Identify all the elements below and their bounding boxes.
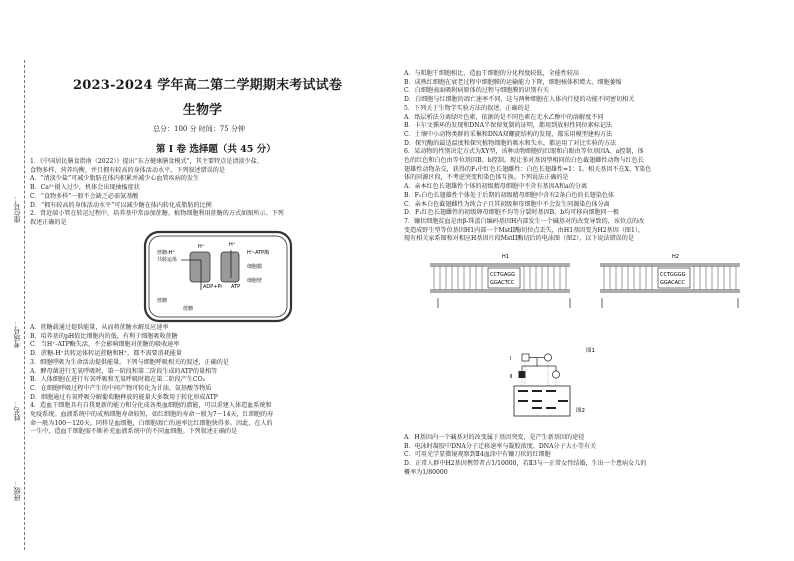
- q5-stem: 5．下列关于生物学实验方法的叙述，正确的是: [404, 104, 530, 112]
- left-column: [30, 158, 400, 228]
- exam-title: 2023-2024 学年高二第二学期期末考试试卷: [73, 78, 343, 93]
- label-sucrose-outside: 蔗糖: [157, 298, 168, 304]
- h2-seq-top: CCTGGGG: [660, 272, 686, 278]
- q7-option-a: A．H基因内一个碱基对的改变属于基因突变，是产生新基因的途径: [404, 434, 585, 441]
- q1-option-c: C．“食物多样”一般不会缺乏必需氨基酸: [30, 192, 139, 200]
- q7-option-d-line2: 概率为1/80000: [404, 468, 448, 476]
- q7-option-c: C．可用光学显微镜观察到Ⅱ4血涂中有镰刀状的红细胞: [404, 451, 551, 459]
- figure-1-dna: [410, 250, 780, 355]
- q4-option-c: C．白细胞表面吸附病原体的过程与细胞膜的识别有关: [404, 87, 549, 95]
- label-cotransport: 共转运体: [157, 257, 178, 263]
- q6-option-d: D．F₁红色长翅雌性的初级卵母细胞不均等分裂时基因B、b均可移向细胞同一极: [404, 209, 619, 217]
- q5-option-b: B．卡尔文循环的发现和DNA半保留复制的证明，都用到放射性同位素标记法: [404, 122, 613, 130]
- ii4-female-symbol: [552, 371, 559, 378]
- q2-option-c: C．当H⁺-ATP酶失活，不会影响细胞对蔗糖的吸收速率: [30, 341, 180, 349]
- q6-stem-line2: 色的红色和白色由等位基因B、b控制。现让多对基因型相同的白色截翅雌性动物与红色长: [404, 157, 644, 165]
- cotransporter-protein: [190, 252, 210, 282]
- ii3-affected-male: [519, 371, 526, 378]
- q7-stem-line1: 7．镰状细胞贫血是由β-珠蛋白编码基因H内部发生一个碱基对的改变导致的，该位点的改: [404, 217, 645, 225]
- label-h-top2: H⁺: [229, 242, 236, 248]
- q4-option-a: A．与肌胞干细胞相比，造血干细胞的分化程度较低，全能性较高: [404, 70, 580, 77]
- seat-number-label: 座位号：: [13, 195, 21, 223]
- h1-seq-top: CCTGAGG: [490, 272, 515, 278]
- label-cell-wall: 细胞壁: [247, 278, 263, 284]
- h2-seq-bottom: GGACACC: [660, 280, 685, 286]
- q7-stem-line3: 现有相关家系图和对相应H基因片段MstII酶切后的电泳图（图2），以下说法错误的是: [404, 235, 634, 243]
- q1-option-b: B．Ca²⁺摄入过少，机体会出现抽搐症状: [30, 184, 140, 192]
- class-label: 班级：: [13, 480, 21, 501]
- h1-label: H1: [502, 254, 509, 260]
- q4-stem-line1: 4．造血干细胞具有自我更新的能力和分化成各类血细胞的潜能，可以重建人体造血系统和: [30, 402, 272, 410]
- q6-option-a: A．亲本红色长翅雄性个体的初级精母细胞中不含有基因A和a的分离: [404, 183, 588, 191]
- q6-stem-line3: 翅雄性动物杂交，获得的F₁中红色长翅雌性：白色长翅雄性=1：1。相关基因不在X、Y染色: [404, 165, 652, 173]
- q3-option-b: B．人体细胞在进行有氧呼吸和无氧呼吸时都在第二阶段产生CO₂: [30, 376, 206, 384]
- q6-option-b: B．F₁白色长翅雄性个体处于后期的初级精母细胞中含有2条白色的长翅染色体: [404, 191, 615, 199]
- name-label: 姓名：: [13, 400, 21, 421]
- proton-pump-protein: [221, 252, 239, 282]
- fig1-caption: 图1: [586, 348, 595, 354]
- q1-stem-line2: 食物多样、营养均衡，并且拥有较高的身体活动水平。下列叙述错误的是: [30, 166, 225, 174]
- label-sucrose-inside: 蔗糖: [183, 306, 194, 312]
- label-adp: ADP+Pi: [203, 284, 222, 290]
- q4-option-d: D．白细胞与红细胞的凋亡速率不同，这与两种细胞在人体内行使的功能不同密切相关: [404, 96, 635, 104]
- q2-option-a: A．蔗糖载通过提供能量，从而将蔗糖水解反应速率: [30, 324, 169, 331]
- i1-male-symbol: [522, 354, 529, 361]
- right-column: [404, 70, 790, 244]
- q2-stem-line2: 叙述正确的是: [30, 218, 67, 226]
- q4-option-b: B．成熟红细胞在衰老过程中细胞膜的运输能力下降，细胞核体积增大、细胞萎缩: [404, 78, 622, 86]
- fig2-caption: 图2: [576, 408, 585, 414]
- figure-2-pedigree: [508, 352, 668, 432]
- subject-title: 生物学: [183, 103, 223, 118]
- q6-stem-line4: 体的同源区段，不考虑突变和染色体互换。下列说法正确的是: [404, 174, 569, 182]
- generation-2-label: Ⅱ: [510, 374, 513, 380]
- h2-label: H2: [672, 254, 679, 260]
- q7-stem-line2: 变造成野生型等位基因H1内部一个MstII酶切位点丢失，由H1基因变为H2基因（图1），: [404, 226, 645, 234]
- label-sucrose-h: 蔗糖-H⁺: [157, 250, 176, 256]
- q4-stem-line3: 命一般为100～120天。同样是血细胞，白细胞凋亡的速率比红细胞快得多。因此，在人的: [30, 419, 273, 427]
- label-cell-membrane: 细胞膜: [247, 264, 263, 270]
- sucrose-transport-diagram: [143, 230, 293, 323]
- i2-female-symbol: [544, 354, 551, 361]
- h1-seq-bottom: GGACTCC: [490, 280, 515, 286]
- q3-stem: 3．细胞呼吸为生命活动提供能量。下列与细胞呼吸相关的叙述，正确的是: [30, 358, 229, 366]
- q5-option-d: D．探究酶的最适温度和探究植物细胞的吸水和失水，都运用了对比实验的方法: [404, 139, 617, 147]
- q5-option-a: A．纸层析法分离绿叶色素，依据的是不同色素在无水乙醇中的溶解度不同: [404, 113, 604, 121]
- q1-option-d: D．“拥有较高的身体活动水平”可以减少糖在体内转化成脂肪的比例: [30, 201, 212, 209]
- right-column-lower: [404, 434, 790, 478]
- q7-option-b: B．电泳时凝胶中DNA分子迁移速率与凝胶浓度、DNA分子大小等有关: [404, 442, 597, 450]
- q5-option-c: C．土壤中小动物类群的采集和DNA双螺旋结构的发现，都采用模型建构方法: [404, 130, 613, 138]
- exam-info: 总分：100 分 时间：75 分钟: [153, 125, 245, 133]
- label-h-atpase: H⁺-ATP酶: [247, 250, 270, 256]
- q4-stem-line2: 免疫系统。血液系统中的成熟细胞寿命较短，如红细胞的寿命一般为7～14天，红细胞的寿: [30, 411, 274, 419]
- q2-stem-line1: 2．肾近端小管在转运过程中，培养基中常添加蔗糖，植物细胞利用蔗糖的方式如图所示。下列: [30, 210, 284, 218]
- q3-option-c: C．在细胞呼吸过程中产生的中间产物可转化为甘油、氨基酸等物质: [30, 384, 212, 392]
- room-number-label: 考场号：: [13, 320, 21, 348]
- left-column-lower: [30, 324, 400, 437]
- q1-option-a: A．“清淡少盐”可减少脂肪在体内积累并减少心血管疾病的发生: [30, 175, 200, 183]
- generation-1-label: Ⅰ: [510, 356, 512, 362]
- q7-option-d-line1: D．正常人群中H2基因携带者占1/10000，若Ⅱ3与一正常女性结婚，生出一个患病女儿的: [404, 460, 647, 468]
- q2-option-b: B．培养基的pH值比细胞内的低，有利于细胞吸收蔗糖: [30, 332, 178, 340]
- q4-stem-line4: 一生中，造血干细胞需不断补充血液系统中的不同血细胞。下列叙述正确的是: [30, 428, 238, 436]
- q6-option-c: C．亲本白色截翅雌性为纯合子且其初级卵母细胞中不会发生同源染色体分离: [404, 200, 610, 208]
- binding-line: [24, 60, 25, 550]
- label-atp: ATP: [231, 284, 241, 290]
- q2-option-d: D．蔗糖-H⁺共转运体转运蔗糖和H⁺，都不需要消耗能量: [30, 350, 182, 358]
- q1-stem-line1: 1．《中国居民膳食指南（2022）》提出“东方健康膳食模式”，其主要特点是清淡少盐、: [30, 158, 263, 165]
- q6-stem-line1: 6．某动物的性别决定方式为XY型，该种动物细胞的红眼和白眼由等位基因A、a控制，体: [404, 148, 644, 156]
- label-h-top: H⁺: [198, 244, 205, 250]
- q3-option-d: D．细胞通过有氧呼吸分解葡萄糖释放的能量大多数用于转化形成ATP: [30, 393, 218, 401]
- section-title: 第 I 卷 选择题（共 45 分）: [156, 144, 276, 155]
- q3-option-a: A．酵母菌进行无氧呼吸时，第一阶段和第二阶段生成的ATP的量相等: [30, 367, 218, 375]
